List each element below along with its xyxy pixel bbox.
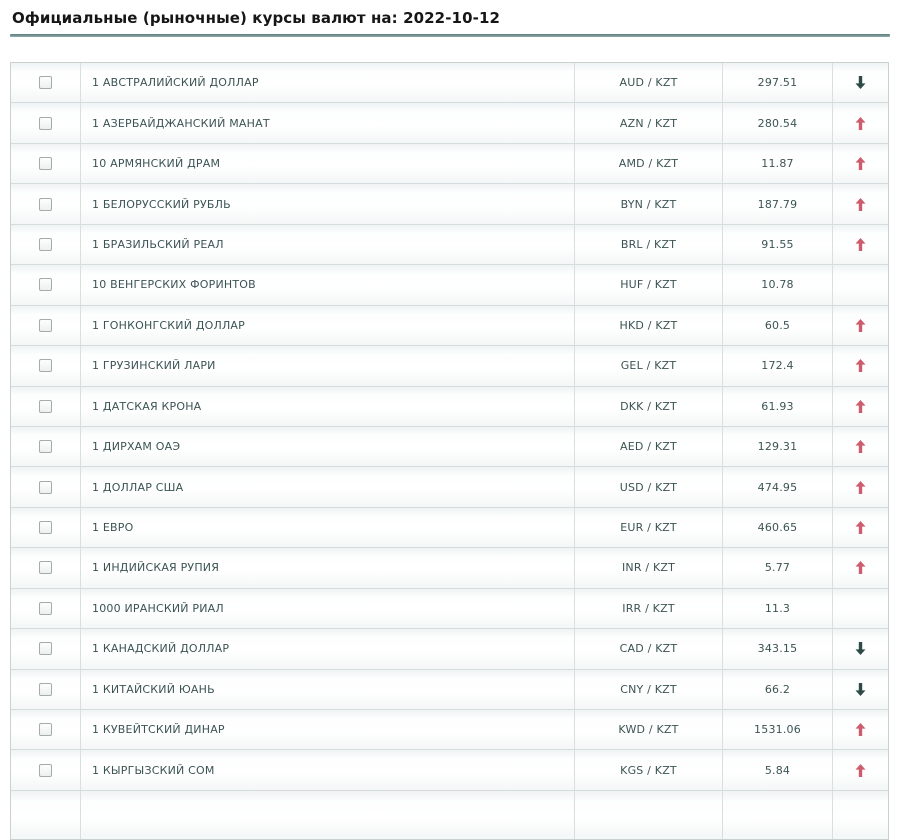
row-checkbox[interactable]: [39, 602, 52, 615]
trend-arrow-up-icon: [855, 359, 866, 372]
trend-cell: [832, 225, 888, 264]
table-row: [11, 265, 888, 305]
checkbox-cell: [11, 467, 81, 506]
rate-value: 280.54: [722, 103, 832, 142]
trend-arrow-up-icon: [855, 521, 866, 534]
currency-pair: BYN / KZT: [574, 184, 722, 223]
checkbox-cell: [11, 427, 81, 466]
currency-pair: EUR / KZT: [574, 508, 722, 547]
trend-cell: [832, 427, 888, 466]
table-row: [11, 387, 888, 427]
trend-cell: [832, 346, 888, 385]
trend-arrow-down-icon: [855, 76, 866, 89]
checkbox-cell: [11, 508, 81, 547]
checkbox-cell: [11, 750, 81, 789]
trend-cell: [832, 589, 888, 628]
trend-arrow-up-icon: [855, 238, 866, 251]
rates-table-body: [11, 63, 888, 839]
page-title: Официальные (рыночные) курсы валют на: 2022-10-12: [12, 9, 501, 27]
row-checkbox[interactable]: [39, 723, 52, 736]
trend-cell: [832, 629, 888, 668]
currency-pair: USD / KZT: [574, 467, 722, 506]
checkbox-cell: [11, 184, 81, 223]
rate-value: 10.78: [722, 265, 832, 304]
row-checkbox[interactable]: [39, 76, 52, 89]
currency-pair: AMD / KZT: [574, 144, 722, 183]
currency-name: 1 КЫРГЫЗСКИЙ СОМ: [92, 763, 215, 777]
trend-arrow-up-icon: [855, 481, 866, 494]
currency-name: 1 БРАЗИЛЬСКИЙ РЕАЛ: [92, 237, 224, 251]
rate-value: 187.79: [722, 184, 832, 223]
row-checkbox[interactable]: [39, 521, 52, 534]
table-row: [11, 629, 888, 669]
table-row: [11, 103, 888, 143]
trend-arrow-up-icon: [855, 723, 866, 736]
trend-cell: [832, 750, 888, 789]
currency-pair: CAD / KZT: [574, 629, 722, 668]
currency-name: 1 АВСТРАЛИЙСКИЙ ДОЛЛАР: [92, 76, 259, 90]
checkbox-cell: [11, 265, 81, 304]
row-checkbox[interactable]: [39, 319, 52, 332]
currency-name: 1 ИНДИЙСКАЯ РУПИЯ: [92, 561, 220, 575]
trend-cell: [832, 710, 888, 749]
rate-value: 11.3: [722, 589, 832, 628]
currency-pair: [574, 791, 722, 839]
table-row: [11, 710, 888, 750]
row-checkbox[interactable]: [39, 278, 52, 291]
currency-name: 1 БЕЛОРУССКИЙ РУБЛЬ: [92, 197, 231, 211]
currency-name: 1 КИТАЙСКИЙ ЮАНЬ: [92, 682, 215, 696]
rate-value: 11.87: [722, 144, 832, 183]
table-row: [11, 63, 888, 103]
currency-pair: AZN / KZT: [574, 103, 722, 142]
currency-name: 1 ДАТСКАЯ КРОНА: [92, 399, 202, 413]
exchange-rates-table: [10, 62, 889, 840]
row-checkbox[interactable]: [39, 642, 52, 655]
checkbox-cell: [11, 63, 81, 102]
currency-pair: AED / KZT: [574, 427, 722, 466]
page-header: [0, 0, 897, 27]
checkbox-cell: [11, 225, 81, 264]
checkbox-cell: [11, 670, 81, 709]
table-row: [11, 306, 888, 346]
currency-name: 1 ДИРХАМ ОАЭ: [92, 440, 181, 454]
row-checkbox[interactable]: [39, 561, 52, 574]
currency-pair: KWD / KZT: [574, 710, 722, 749]
row-checkbox[interactable]: [39, 359, 52, 372]
rate-value: 1531.06: [722, 710, 832, 749]
trend-cell: [832, 670, 888, 709]
currency-pair: IRR / KZT: [574, 589, 722, 628]
table-row: [11, 750, 888, 790]
trend-arrow-up-icon: [855, 319, 866, 332]
trend-arrow-up-icon: [855, 400, 866, 413]
trend-arrow-down-icon: [855, 642, 866, 655]
rate-value: 297.51: [722, 63, 832, 102]
currency-name: 1 ЕВРО: [92, 521, 134, 535]
trend-arrow-up-icon: [855, 117, 866, 130]
trend-cell: [832, 548, 888, 587]
trend-cell: [832, 265, 888, 304]
checkbox-cell: [11, 629, 81, 668]
row-checkbox[interactable]: [39, 238, 52, 251]
checkbox-cell: [11, 710, 81, 749]
rate-value: 61.93: [722, 387, 832, 426]
rate-value: [722, 791, 832, 839]
row-checkbox[interactable]: [39, 117, 52, 130]
rate-value: 5.84: [722, 750, 832, 789]
rate-value: 129.31: [722, 427, 832, 466]
table-row: [11, 184, 888, 224]
rate-value: 66.2: [722, 670, 832, 709]
currency-pair: HKD / KZT: [574, 306, 722, 345]
table-row: [11, 144, 888, 184]
currency-pair: GEL / KZT: [574, 346, 722, 385]
table-row: [11, 670, 888, 710]
table-row: [11, 467, 888, 507]
table-row: [11, 508, 888, 548]
currency-pair: AUD / KZT: [574, 63, 722, 102]
trend-cell: [832, 144, 888, 183]
rate-value: 60.5: [722, 306, 832, 345]
trend-cell: [832, 184, 888, 223]
row-checkbox[interactable]: [39, 157, 52, 170]
currency-pair: BRL / KZT: [574, 225, 722, 264]
currency-name: [81, 791, 574, 839]
trend-arrow-up-icon: [855, 157, 866, 170]
table-row: [11, 427, 888, 467]
currency-name: 1000 ИРАНСКИЙ РИАЛ: [92, 601, 224, 615]
currency-pair: KGS / KZT: [574, 750, 722, 789]
table-row: [11, 346, 888, 386]
trend-cell: [832, 63, 888, 102]
trend-cell: [832, 387, 888, 426]
checkbox-cell: [11, 144, 81, 183]
row-checkbox[interactable]: [39, 764, 52, 777]
trend-cell: [832, 103, 888, 142]
table-row: [11, 225, 888, 265]
table-row: [11, 548, 888, 588]
trend-arrow-up-icon: [855, 561, 866, 574]
rate-value: 5.77: [722, 548, 832, 587]
currency-pair: DKK / KZT: [574, 387, 722, 426]
currency-pair: CNY / KZT: [574, 670, 722, 709]
rate-value: 343.15: [722, 629, 832, 668]
currency-pair: INR / KZT: [574, 548, 722, 587]
row-checkbox[interactable]: [39, 198, 52, 211]
currency-name: 1 КУВЕЙТСКИЙ ДИНАР: [92, 723, 225, 737]
checkbox-cell: [11, 548, 81, 587]
row-checkbox[interactable]: [39, 683, 52, 696]
checkbox-cell: [11, 791, 81, 839]
trend-arrow-down-icon: [855, 683, 866, 696]
trend-arrow-up-icon: [855, 440, 866, 453]
row-checkbox[interactable]: [39, 440, 52, 453]
rate-value: 460.65: [722, 508, 832, 547]
checkbox-cell: [11, 387, 81, 426]
title-underline-rule: [10, 34, 890, 37]
currency-name: 1 КАНАДСКИЙ ДОЛЛАР: [92, 642, 230, 656]
trend-cell: [832, 306, 888, 345]
trend-arrow-up-icon: [855, 198, 866, 211]
trend-arrow-up-icon: [855, 764, 866, 777]
currency-name: 1 ГРУЗИНСКИЙ ЛАРИ: [92, 359, 216, 373]
checkbox-cell: [11, 306, 81, 345]
rate-value: 172.4: [722, 346, 832, 385]
trend-cell: [832, 791, 888, 839]
row-checkbox[interactable]: [39, 400, 52, 413]
table-row: [11, 589, 888, 629]
currency-pair: HUF / KZT: [574, 265, 722, 304]
table-row: [11, 791, 888, 839]
currency-name: 1 ДОЛЛАР США: [92, 480, 184, 494]
checkbox-cell: [11, 589, 81, 628]
checkbox-cell: [11, 346, 81, 385]
checkbox-cell: [11, 103, 81, 142]
rate-value: 474.95: [722, 467, 832, 506]
rate-value: 91.55: [722, 225, 832, 264]
currency-name: 1 АЗЕРБАЙДЖАНСКИЙ МАНАТ: [92, 116, 270, 130]
currency-name: 10 ВЕНГЕРСКИХ ФОРИНТОВ: [92, 278, 256, 292]
currency-name: 1 ГОНКОНГСКИЙ ДОЛЛАР: [92, 318, 245, 332]
trend-cell: [832, 467, 888, 506]
currency-name: 10 АРМЯНСКИЙ ДРАМ: [92, 157, 221, 171]
row-checkbox[interactable]: [39, 481, 52, 494]
trend-cell: [832, 508, 888, 547]
